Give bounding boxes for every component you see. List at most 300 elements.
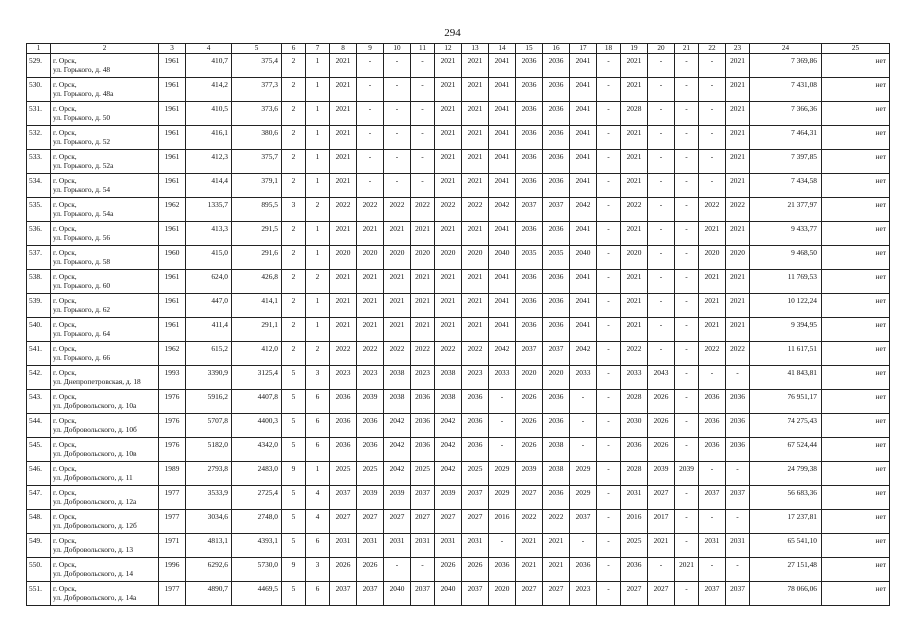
cell-col-18: - [597,342,621,366]
cell-col-3: 1962 [159,198,186,222]
cell-col-19: 2021 [621,294,648,318]
address-city: г. Орск, [53,488,77,497]
cell-col-14: 2029 [489,486,516,510]
cell-col-8: 2036 [330,414,357,438]
cell-col-23: 2021 [726,150,750,174]
column-header-9: 9 [357,44,384,54]
cell-col-25: нет [822,150,890,174]
cell-col-14: 2033 [489,366,516,390]
cell-col-14: 2041 [489,270,516,294]
cell-col-24: 10 122,24 [750,294,822,318]
cell-col-11: 2022 [411,198,435,222]
row-number: 543. [27,390,51,414]
cell-col-18: - [597,222,621,246]
address-street: ул. Добровольского, д. 11 [53,473,133,482]
address-cell [51,510,159,534]
cell-col-25: нет [822,438,890,462]
cell-col-21: - [675,150,699,174]
address-street: ул. Добровольского, д. 14 [53,569,134,578]
cell-col-4: 3034,6 [186,510,232,534]
cell-col-3: 1961 [159,270,186,294]
cell-col-17: 2029 [570,486,597,510]
cell-col-5: 377,3 [232,78,282,102]
cell-col-21: - [675,78,699,102]
cell-col-14: 2016 [489,510,516,534]
cell-col-15: 2027 [516,582,543,606]
cell-col-3: 1961 [159,54,186,78]
cell-col-6: 5 [282,366,306,390]
cell-col-5: 375,4 [232,54,282,78]
table-row [27,342,890,366]
cell-col-22: 2031 [699,534,726,558]
cell-col-5: 373,6 [232,102,282,126]
cell-col-11: - [411,54,435,78]
address-street: ул. Добровольского, д. 13 [53,545,134,554]
cell-col-9: 2021 [357,294,384,318]
cell-col-21: - [675,102,699,126]
cell-col-5: 426,8 [232,270,282,294]
cell-col-19: 2028 [621,462,648,486]
cell-col-22: - [699,126,726,150]
cell-col-22: - [699,54,726,78]
cell-col-21: - [675,438,699,462]
cell-col-10: - [384,78,411,102]
cell-col-25: нет [822,294,890,318]
column-header-13: 13 [462,44,489,54]
cell-col-25: нет [822,558,890,582]
table-row [27,174,890,198]
cell-col-10: 2027 [384,510,411,534]
cell-col-24: 41 843,81 [750,366,822,390]
cell-col-18: - [597,54,621,78]
cell-col-11: - [411,150,435,174]
address-city: г. Орск, [53,104,77,113]
cell-col-13: 2031 [462,534,489,558]
cell-col-16: 2036 [543,414,570,438]
row-number: 548. [27,510,51,534]
address-street: ул. Горького, д. 54 [53,185,111,194]
table-row [27,270,890,294]
cell-col-11: - [411,102,435,126]
cell-col-23: 2021 [726,294,750,318]
cell-col-16: 2036 [543,318,570,342]
column-header-15: 15 [516,44,543,54]
cell-col-7: 4 [306,486,330,510]
cell-col-19: 2036 [621,438,648,462]
address-city: г. Орск, [53,392,77,401]
cell-col-18: - [597,414,621,438]
cell-col-16: 2036 [543,102,570,126]
cell-col-18: - [597,150,621,174]
cell-col-7: 1 [306,294,330,318]
cell-col-25: нет [822,54,890,78]
address-city: г. Орск, [53,224,77,233]
cell-col-22: 2022 [699,342,726,366]
cell-col-19: 2022 [621,342,648,366]
cell-col-21: - [675,246,699,270]
cell-col-16: 2036 [543,174,570,198]
cell-col-20: 2026 [648,414,675,438]
cell-col-8: 2020 [330,246,357,270]
cell-col-8: 2027 [330,510,357,534]
cell-col-24: 7 434,58 [750,174,822,198]
cell-col-17: 2029 [570,462,597,486]
cell-col-9: 2022 [357,342,384,366]
cell-col-5: 895,5 [232,198,282,222]
cell-col-24: 11 769,53 [750,270,822,294]
address-street: ул. Горького, д. 48а [53,89,114,98]
cell-col-11: 2020 [411,246,435,270]
table-row [27,318,890,342]
cell-col-11: 2027 [411,510,435,534]
cell-col-18: - [597,462,621,486]
cell-col-4: 413,3 [186,222,232,246]
cell-col-24: 65 541,10 [750,534,822,558]
cell-col-13: 2021 [462,318,489,342]
address-cell [51,150,159,174]
column-header-8: 8 [330,44,357,54]
cell-col-12: 2039 [435,486,462,510]
cell-col-21: - [675,222,699,246]
cell-col-5: 4407,8 [232,390,282,414]
cell-col-14: 2020 [489,582,516,606]
cell-col-6: 2 [282,246,306,270]
cell-col-13: 2026 [462,558,489,582]
cell-col-4: 3390,9 [186,366,232,390]
cell-col-17: 2042 [570,198,597,222]
cell-col-3: 1961 [159,318,186,342]
table-row [27,126,890,150]
cell-col-8: 2021 [330,270,357,294]
cell-col-10: 2022 [384,342,411,366]
cell-col-20: - [648,150,675,174]
cell-col-7: 6 [306,534,330,558]
row-number: 536. [27,222,51,246]
column-header-23: 23 [726,44,750,54]
cell-col-21: - [675,534,699,558]
cell-col-4: 1335,7 [186,198,232,222]
cell-col-13: 2027 [462,510,489,534]
cell-col-8: 2021 [330,318,357,342]
cell-col-25: нет [822,198,890,222]
cell-col-25: нет [822,342,890,366]
cell-col-5: 2483,0 [232,462,282,486]
cell-col-9: 2039 [357,486,384,510]
cell-col-4: 411,4 [186,318,232,342]
cell-col-12: 2022 [435,342,462,366]
cell-col-19: 2033 [621,366,648,390]
cell-col-3: 1960 [159,246,186,270]
cell-col-11: - [411,558,435,582]
cell-col-8: 2037 [330,486,357,510]
address-street: ул. Горького, д. 66 [53,353,111,362]
cell-col-23: 2037 [726,486,750,510]
address-cell [51,102,159,126]
cell-col-25: нет [822,366,890,390]
cell-col-17: 2041 [570,150,597,174]
table-row [27,390,890,414]
table-row [27,198,890,222]
cell-col-23: - [726,462,750,486]
cell-col-20: 2021 [648,534,675,558]
cell-col-9: 2037 [357,582,384,606]
cell-col-21: - [675,270,699,294]
column-header-7: 7 [306,44,330,54]
address-city: г. Орск, [53,536,77,545]
cell-col-10: - [384,54,411,78]
cell-col-18: - [597,102,621,126]
cell-col-5: 3125,4 [232,366,282,390]
address-street: ул. Горького, д. 52 [53,137,111,146]
column-header-21: 21 [675,44,699,54]
cell-col-7: 6 [306,582,330,606]
cell-col-24: 56 683,36 [750,486,822,510]
cell-col-20: - [648,342,675,366]
cell-col-8: 2022 [330,198,357,222]
cell-col-19: 2028 [621,102,648,126]
cell-col-15: 2020 [516,366,543,390]
cell-col-12: 2042 [435,414,462,438]
table-row [27,294,890,318]
address-cell [51,270,159,294]
cell-col-22: 2037 [699,486,726,510]
address-street: ул. Добровольского, д. 12а [53,497,137,506]
cell-col-6: 2 [282,270,306,294]
cell-col-24: 27 151,48 [750,558,822,582]
cell-col-6: 5 [282,414,306,438]
cell-col-4: 410,5 [186,102,232,126]
cell-col-10: 2038 [384,390,411,414]
cell-col-22: - [699,150,726,174]
cell-col-23: 2036 [726,414,750,438]
cell-col-23: 2036 [726,390,750,414]
cell-col-15: 2021 [516,534,543,558]
cell-col-3: 1971 [159,534,186,558]
cell-col-20: - [648,54,675,78]
cell-col-8: 2022 [330,342,357,366]
row-number: 533. [27,150,51,174]
cell-col-8: 2036 [330,390,357,414]
cell-col-17: 2041 [570,126,597,150]
cell-col-22: 2021 [699,294,726,318]
cell-col-19: 2031 [621,486,648,510]
address-cell [51,246,159,270]
cell-col-22: 2036 [699,438,726,462]
cell-col-3: 1977 [159,510,186,534]
cell-col-24: 76 951,17 [750,390,822,414]
cell-col-21: - [675,294,699,318]
cell-col-3: 1989 [159,462,186,486]
cell-col-12: 2026 [435,558,462,582]
cell-col-17: - [570,414,597,438]
cell-col-18: - [597,198,621,222]
cell-col-10: 2039 [384,486,411,510]
address-cell [51,366,159,390]
cell-col-10: 2021 [384,318,411,342]
column-header-3: 3 [159,44,186,54]
cell-col-17: 2041 [570,54,597,78]
address-cell [51,78,159,102]
cell-col-7: 2 [306,198,330,222]
address-city: г. Орск, [53,368,77,377]
cell-col-22: 2036 [699,390,726,414]
address-cell [51,462,159,486]
cell-col-6: 2 [282,222,306,246]
cell-col-22: - [699,102,726,126]
column-header-18: 18 [597,44,621,54]
cell-col-6: 9 [282,558,306,582]
cell-col-8: 2021 [330,54,357,78]
cell-col-16: 2037 [543,198,570,222]
cell-col-20: - [648,558,675,582]
cell-col-5: 412,0 [232,342,282,366]
cell-col-9: 2039 [357,390,384,414]
cell-col-16: 2038 [543,438,570,462]
cell-col-7: 1 [306,54,330,78]
column-header-14: 14 [489,44,516,54]
cell-col-6: 2 [282,150,306,174]
cell-col-9: 2036 [357,414,384,438]
cell-col-10: 2042 [384,414,411,438]
cell-col-4: 416,1 [186,126,232,150]
cell-col-18: - [597,318,621,342]
cell-col-13: 2036 [462,414,489,438]
table-row [27,246,890,270]
cell-col-14: - [489,390,516,414]
cell-col-17: 2036 [570,558,597,582]
table-row [27,486,890,510]
cell-col-7: 1 [306,222,330,246]
cell-col-3: 1961 [159,150,186,174]
address-city: г. Орск, [53,584,77,593]
cell-col-14: 2040 [489,246,516,270]
address-city: г. Орск, [53,248,77,257]
address-cell [51,342,159,366]
cell-col-10: 2021 [384,222,411,246]
cell-col-23: 2022 [726,342,750,366]
row-number: 537. [27,246,51,270]
address-street: ул. Горького, д. 54а [53,209,114,218]
address-cell [51,126,159,150]
cell-col-25: нет [822,462,890,486]
column-header-10: 10 [384,44,411,54]
cell-col-3: 1976 [159,438,186,462]
cell-col-7: 1 [306,150,330,174]
table-row [27,414,890,438]
address-city: г. Орск, [53,152,77,161]
cell-col-18: - [597,534,621,558]
cell-col-24: 9 433,77 [750,222,822,246]
cell-col-12: 2021 [435,294,462,318]
cell-col-20: - [648,126,675,150]
cell-col-23: 2021 [726,54,750,78]
cell-col-16: 2038 [543,462,570,486]
cell-col-15: 2022 [516,510,543,534]
cell-col-25: нет [822,102,890,126]
cell-col-6: 2 [282,78,306,102]
cell-col-8: 2021 [330,150,357,174]
cell-col-7: 1 [306,78,330,102]
cell-col-9: - [357,126,384,150]
cell-col-14: 2041 [489,174,516,198]
cell-col-9: - [357,78,384,102]
cell-col-4: 414,4 [186,174,232,198]
table-row [27,102,890,126]
row-number: 534. [27,174,51,198]
cell-col-25: нет [822,486,890,510]
cell-col-10: - [384,150,411,174]
cell-col-9: 2021 [357,270,384,294]
row-number: 546. [27,462,51,486]
cell-col-16: 2036 [543,222,570,246]
cell-col-15: 2036 [516,126,543,150]
cell-col-25: нет [822,582,890,606]
cell-col-14: - [489,534,516,558]
address-street: ул. Добровольского, д. 10а [53,401,137,410]
cell-col-4: 415,0 [186,246,232,270]
row-number: 531. [27,102,51,126]
row-number: 540. [27,318,51,342]
table-row [27,366,890,390]
cell-col-12: 2031 [435,534,462,558]
cell-col-8: 2021 [330,102,357,126]
address-city: г. Орск, [53,296,77,305]
cell-col-4: 3533,9 [186,486,232,510]
cell-col-4: 410,7 [186,54,232,78]
cell-col-16: 2036 [543,390,570,414]
cell-col-13: 2037 [462,486,489,510]
cell-col-8: 2026 [330,558,357,582]
cell-col-22: - [699,174,726,198]
cell-col-7: 3 [306,558,330,582]
cell-col-12: 2021 [435,126,462,150]
cell-col-25: нет [822,390,890,414]
address-cell [51,534,159,558]
cell-col-19: 2036 [621,558,648,582]
address-cell [51,582,159,606]
cell-col-23: 2021 [726,78,750,102]
cell-col-16: 2021 [543,534,570,558]
cell-col-4: 414,2 [186,78,232,102]
cell-col-7: 3 [306,366,330,390]
cell-col-7: 1 [306,174,330,198]
cell-col-23: 2021 [726,126,750,150]
table-row [27,150,890,174]
cell-col-25: нет [822,126,890,150]
cell-col-7: 1 [306,318,330,342]
cell-col-15: 2039 [516,462,543,486]
address-cell [51,198,159,222]
cell-col-16: 2036 [543,54,570,78]
cell-col-12: 2027 [435,510,462,534]
table-row [27,54,890,78]
cell-col-18: - [597,582,621,606]
cell-col-4: 6292,6 [186,558,232,582]
cell-col-22: 2020 [699,246,726,270]
cell-col-3: 1993 [159,366,186,390]
cell-col-15: 2036 [516,150,543,174]
cell-col-17: 2041 [570,294,597,318]
cell-col-6: 2 [282,294,306,318]
address-city: г. Орск, [53,200,77,209]
cell-col-18: - [597,558,621,582]
cell-col-21: - [675,486,699,510]
cell-col-9: 2036 [357,438,384,462]
cell-col-14: 2042 [489,342,516,366]
cell-col-18: - [597,390,621,414]
cell-col-23: - [726,558,750,582]
cell-col-20: - [648,246,675,270]
